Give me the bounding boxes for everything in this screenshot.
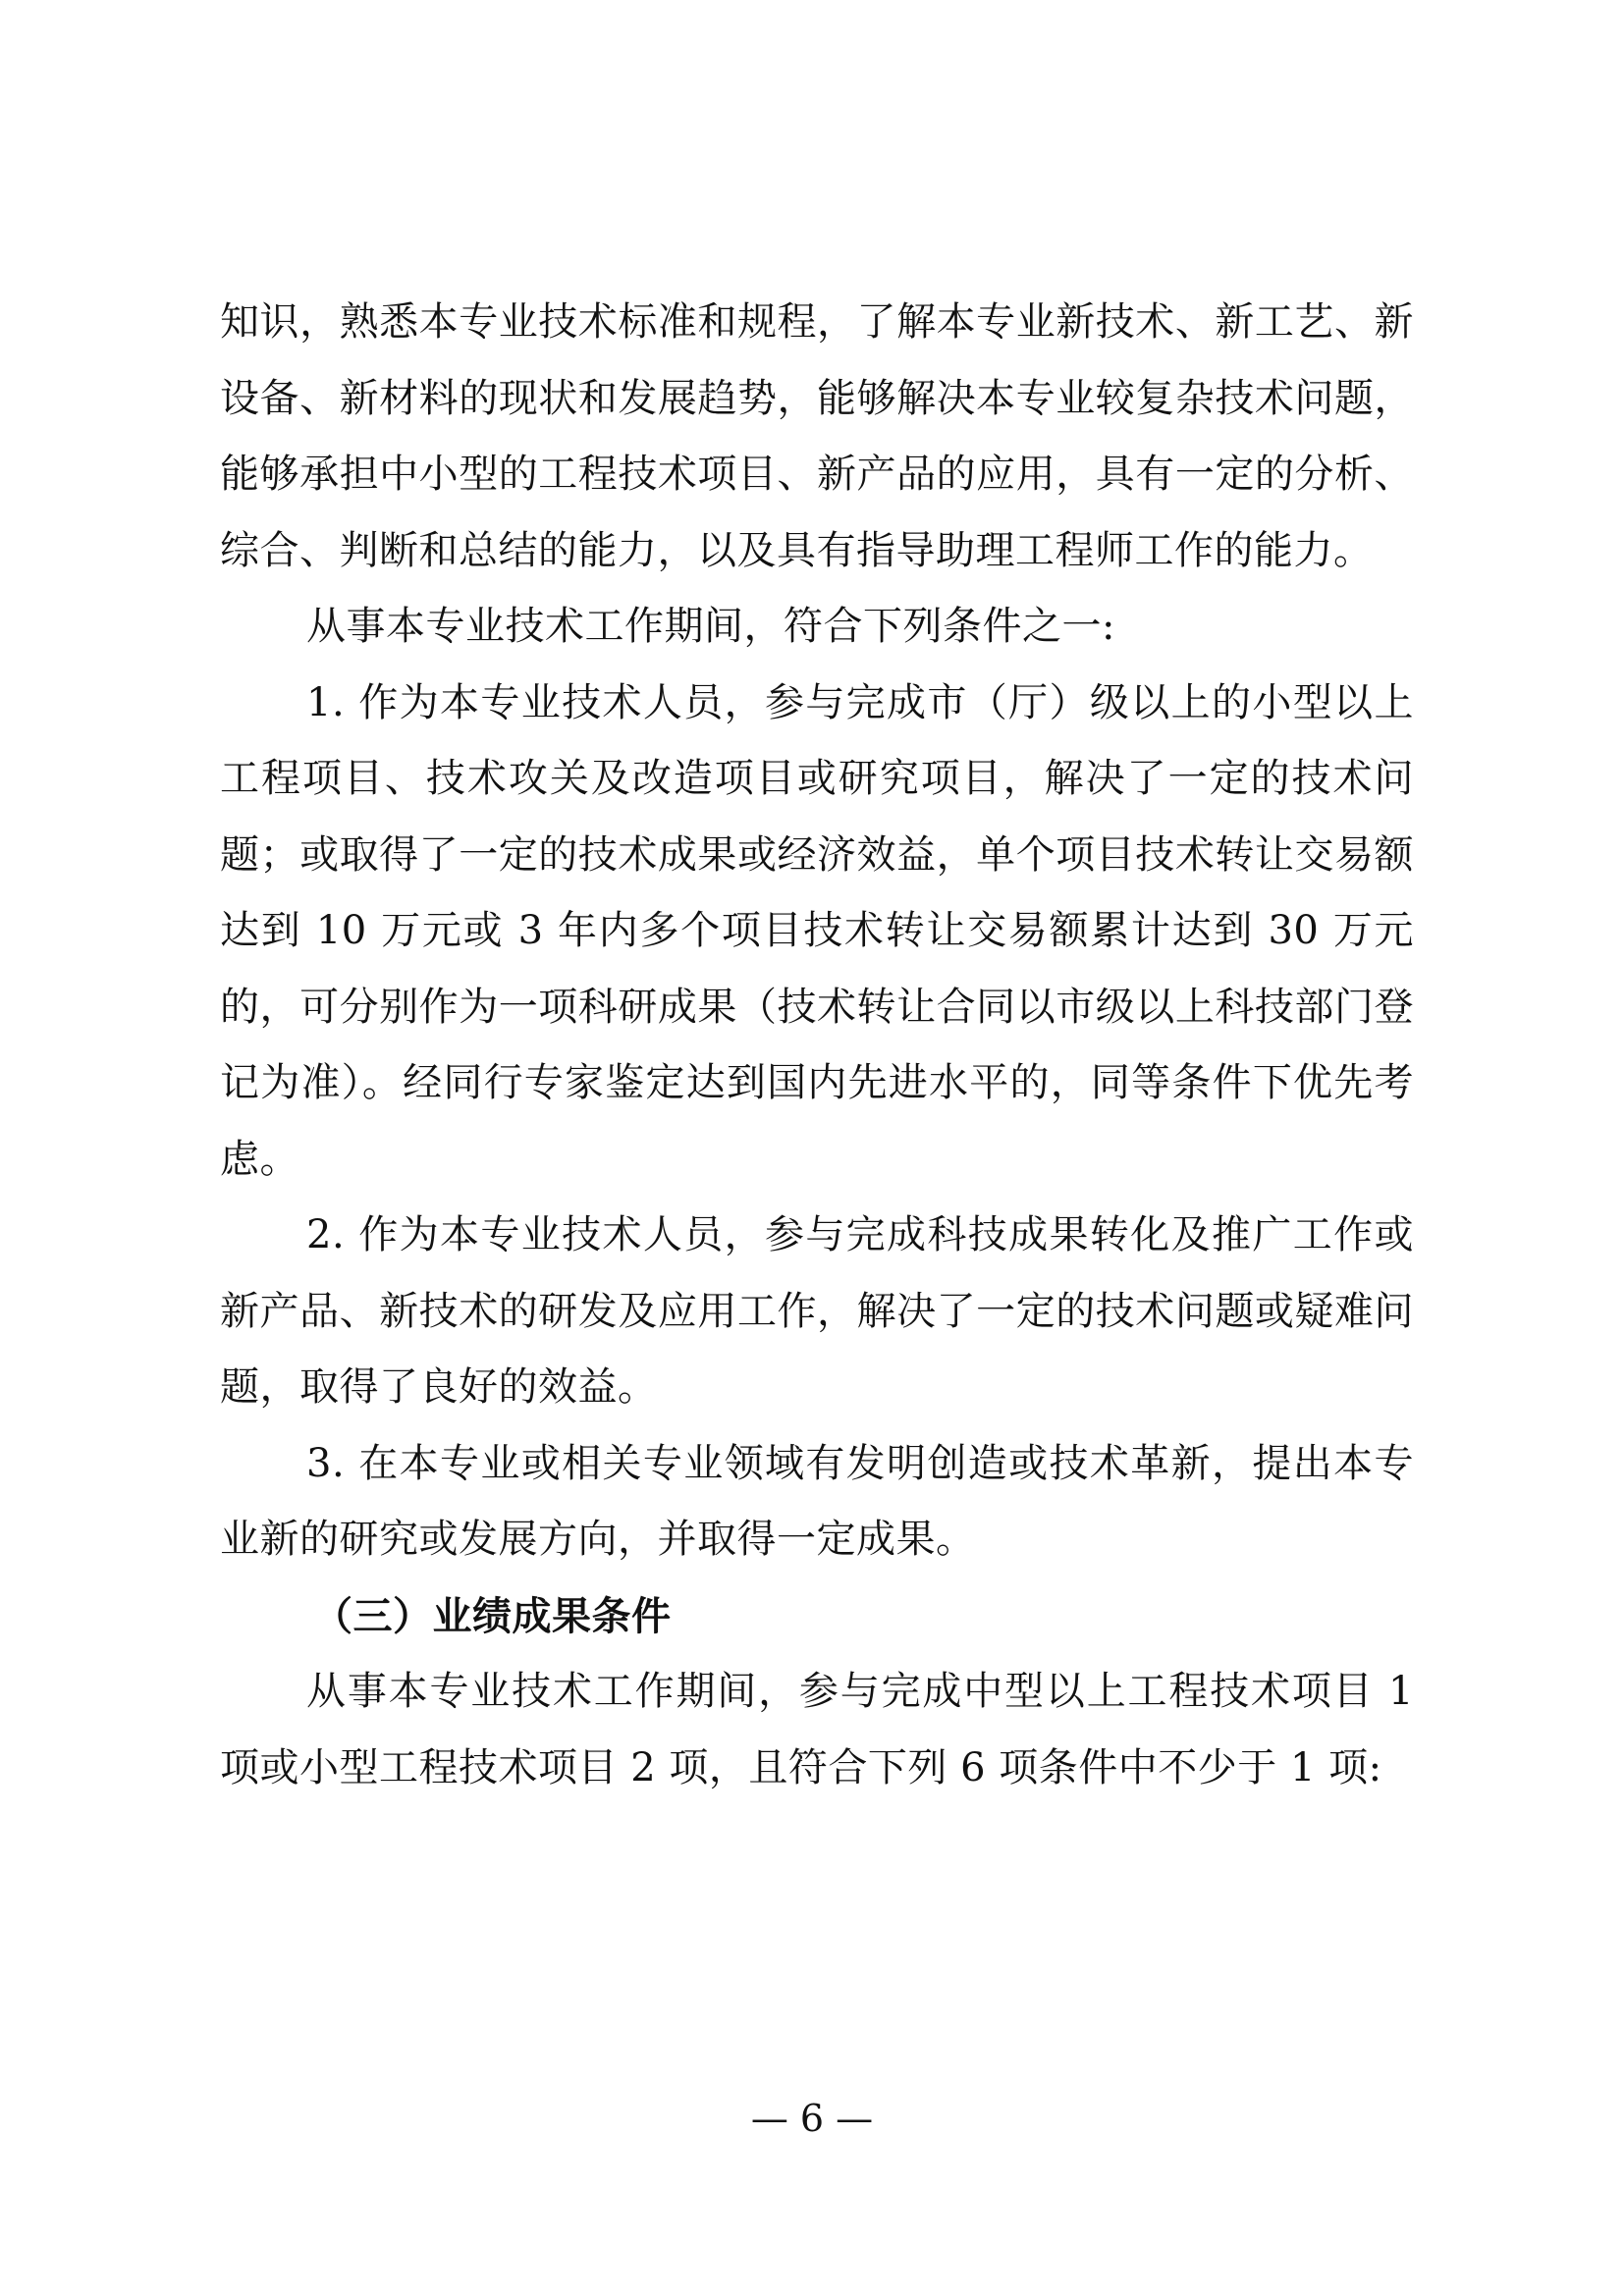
paragraph-continued-knowledge: 知识，熟悉本专业技术标准和规程，了解本专业新技术、新工艺、新设备、新材料的现状和发展趋势，能够解决本专业较复杂技术问题，能够承担中小型的工程技术项目、新产品的应用，具有一定的分析、综合、判断和总结的能力，以及具有指导助理工程师工作的能力。 — [220, 299, 1414, 573]
paragraph-condition-1: 1. 作为本专业技术人员，参与完成市（厅）级以上的小型以上工程项目、技术攻关及改造项目或研究项目，解决了一定的技术问题；或取得了一定的技术成果或经济效益，单个项目技术转让交易额达到 10 万元或 3 年内多个项目技术转让交易额累计达到 30 万元的，可分别作为一项科研成果（技术转让合同以市级以上科技部门登记为准）。经同行专家鉴定达到国内先进水平的，同等条件下优先考虑。 — [220, 679, 1414, 1182]
page-number: — 6 — — [750, 2097, 874, 2140]
paragraph-performance-conditions: 从事本专业技术工作期间，参与完成中型以上工程技术项目 1 项或小型工程技术项目 2 项，且符合下列 6 项条件中不少于 1 项: — [220, 1669, 1414, 1790]
paragraph-conditions-intro: 从事本专业技术工作期间，符合下列条件之一: — [306, 604, 1115, 649]
paragraph-condition-3: 3. 在本专业或相关专业领域有发明创造或技术革新，提出本专业新的研究或发展方向，并取得一定成果。 — [220, 1440, 1414, 1562]
paragraph-condition-2: 2. 作为本专业技术人员，参与完成科技成果转化及推广工作或新产品、新技术的研发及应用工作，解决了一定的技术问题或疑难问题，取得了良好的效益。 — [220, 1212, 1414, 1410]
document-body — [220, 285, 1414, 1806]
section-heading-performance: （三）业绩成果条件 — [313, 1592, 672, 1639]
